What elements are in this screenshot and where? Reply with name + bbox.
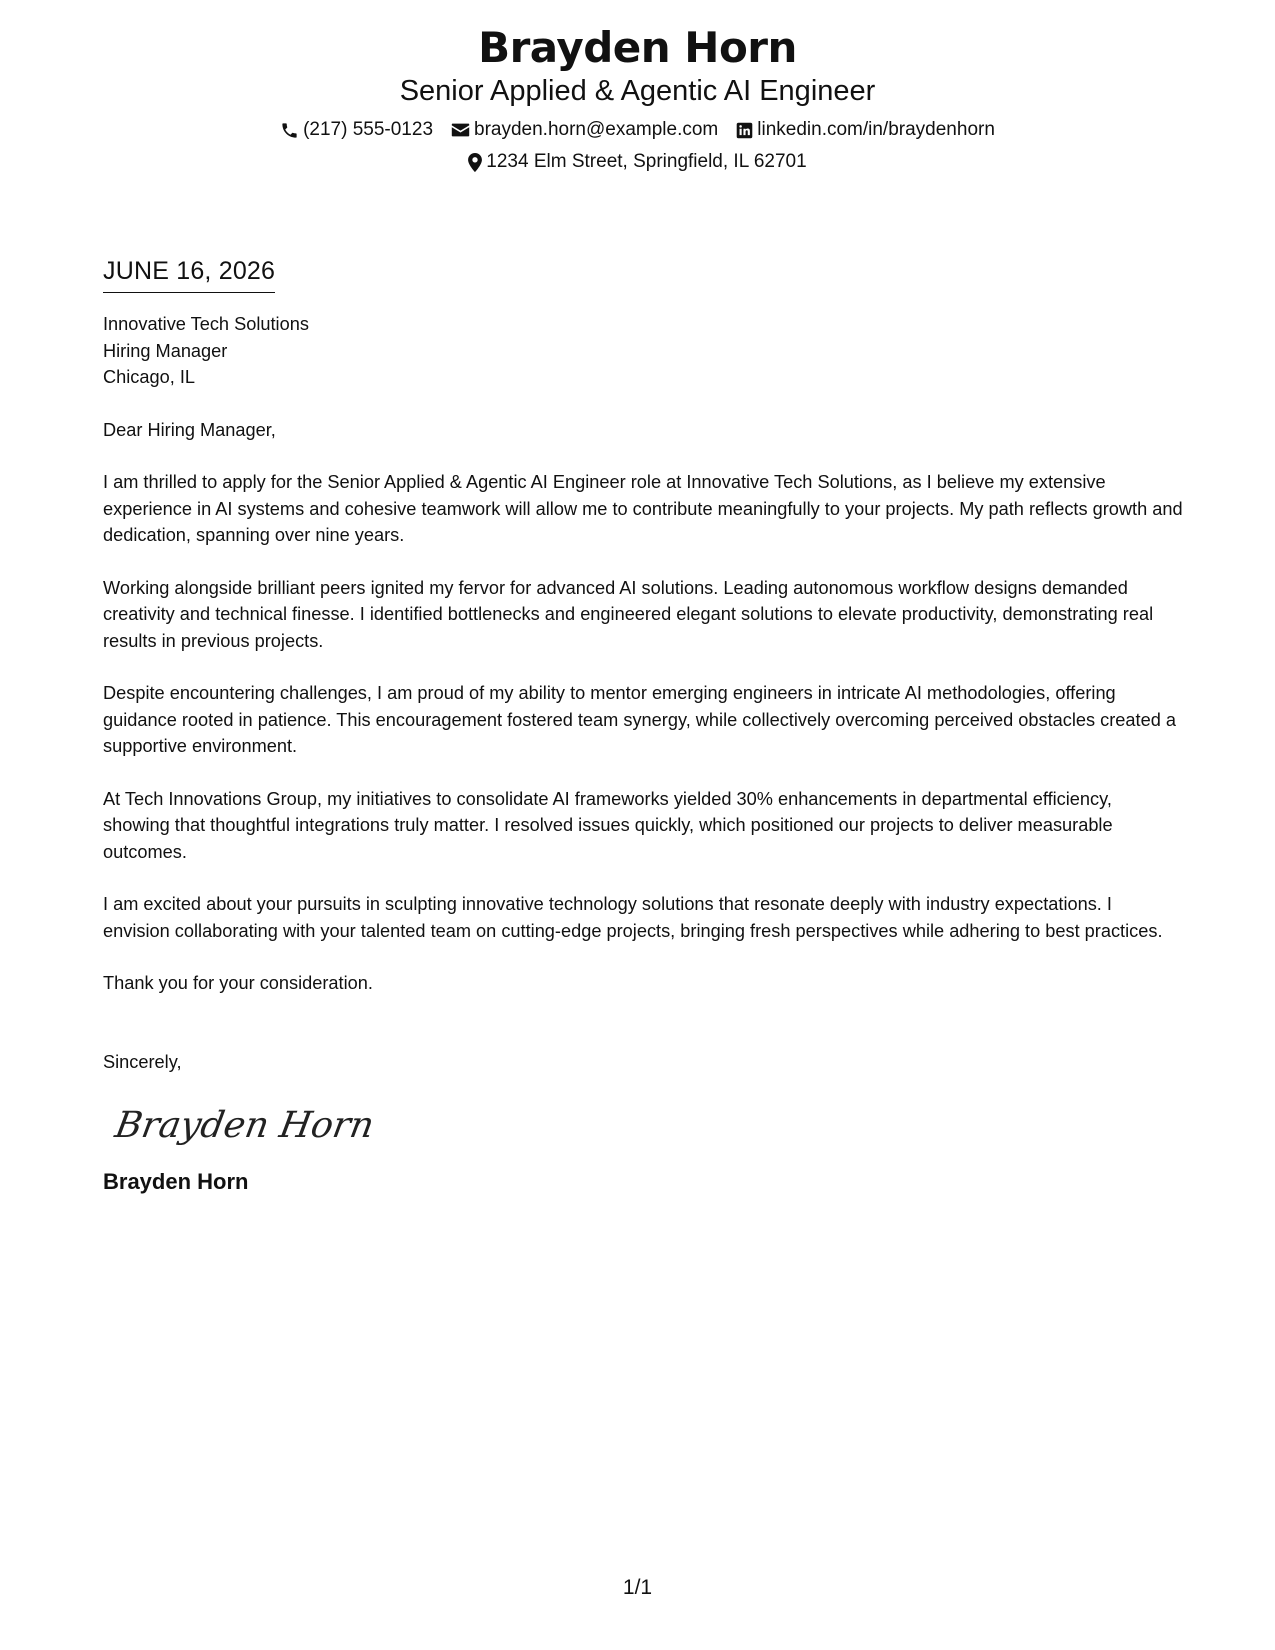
map-marker-icon	[468, 153, 482, 172]
applicant-name: Brayden Horn	[478, 23, 797, 72]
body-paragraph: I am excited about your pursuits in sculpting innovative technology solutions that resonate deeply with industry expectations. I envision collaborating with your talented team on cutting-edge projects, bringing fresh perspectives while adhering to best practices.	[103, 894, 1163, 941]
address-text: 1234 Elm Street, Springfield, IL 62701	[486, 151, 807, 172]
body-paragraph: Working alongside brilliant peers ignited my fervor for advanced AI solutions. Leading autonomous workflow designs demanded creativity and technical finesse. I identified bottlenecks and engineered elegant solutions to elevate productivity, demonstrating real results in previous projects.	[103, 577, 1154, 651]
recipient-location: Chicago, IL	[103, 367, 196, 387]
phone-text: (217) 555-0123	[303, 119, 434, 140]
contact-linkedin[interactable]	[736, 116, 995, 144]
page-number: 1/1	[622, 1576, 653, 1599]
recipient-block	[103, 311, 1183, 391]
contact-address	[468, 148, 806, 176]
phone-icon	[280, 121, 299, 140]
letter-header	[0, 22, 1275, 176]
applicant-title: Senior Applied & Agentic AI Engineer	[399, 75, 876, 107]
signer-name: Brayden Horn	[103, 1169, 249, 1194]
contact-row	[0, 116, 1275, 144]
signature-script: Brayden Horn	[112, 1103, 378, 1146]
handwritten-signature	[112, 1095, 1183, 1155]
email-link[interactable]: brayden.horn@example.com	[474, 119, 719, 140]
body-paragraph: At Tech Innovations Group, my initiatives to consolidate AI frameworks yielded 30% enhancements in departmental efficiency, showing that thoughtful integrations truly matter. I resolved issues quickly, which positioned our projects to deliver measurable outcomes.	[103, 788, 1113, 862]
thanks-line: Thank you for your consideration.	[103, 973, 373, 993]
letter-body	[103, 254, 1183, 1197]
contact-phone	[280, 116, 433, 144]
linkedin-icon	[736, 122, 753, 139]
body-paragraph: Despite encountering challenges, I am proud of my ability to mentor emerging engineers in intricate AI methodologies, offering guidance rooted in patience. This encouragement fostered team synergy, while collectively overcoming perceived obstacles created a supportive environment.	[103, 683, 1176, 756]
address-row	[0, 148, 1275, 176]
recipient-company: Innovative Tech Solutions	[103, 314, 309, 334]
linkedin-link[interactable]: linkedin.com/in/braydenhorn	[757, 119, 995, 140]
closing-line: Sincerely,	[103, 1051, 182, 1072]
body-paragraph: I am thrilled to apply for the Senior Applied & Agentic AI Engineer role at Innovative Tech Solutions, as I believe my extensive experience in AI systems and cohesive teamwork will allow me to contribute meaningfully to your projects. My path reflects growth and dedication, spanning over nine years.	[103, 472, 1183, 545]
salutation: Dear Hiring Manager,	[103, 419, 276, 440]
envelope-icon	[451, 122, 470, 138]
letter-date: JUNE 16, 2026	[103, 254, 275, 293]
recipient-role: Hiring Manager	[103, 340, 228, 361]
contact-email[interactable]	[451, 116, 718, 144]
